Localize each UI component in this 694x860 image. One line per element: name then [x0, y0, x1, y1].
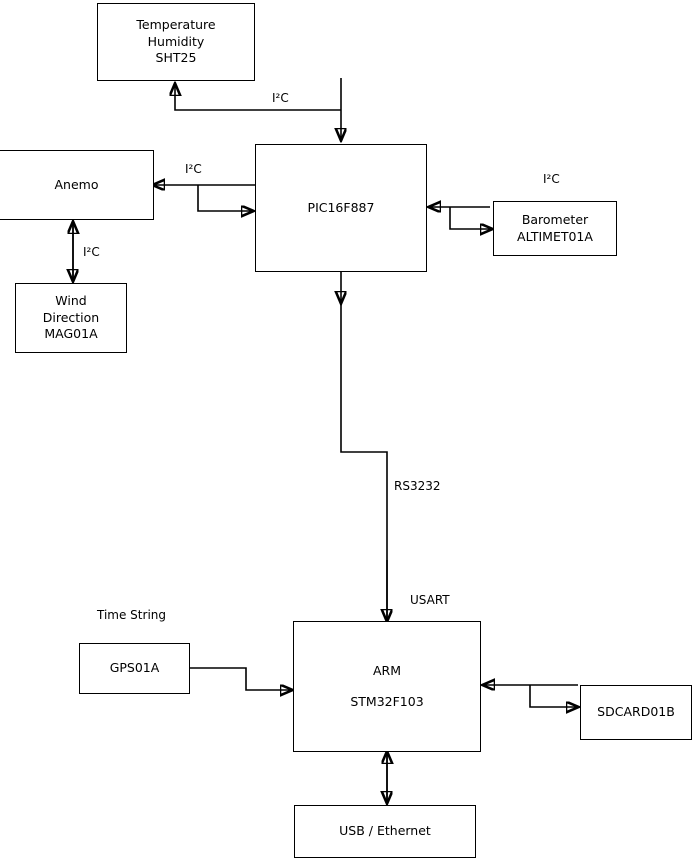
- wire-anemo-to-pic: [198, 185, 253, 211]
- edge-label-time-string: Time String: [97, 608, 166, 622]
- node-label-line: Wind: [55, 292, 87, 308]
- node-label-line: Humidity: [147, 33, 205, 49]
- node-temperature-humidity-sht25[interactable]: [97, 3, 255, 81]
- node-label-line: GPS01A: [109, 660, 160, 676]
- node-barometer-altimet01a[interactable]: [493, 201, 617, 256]
- node-pic16f887[interactable]: [255, 144, 427, 272]
- node-label-line: MAG01A: [44, 326, 98, 342]
- node-label-line: SHT25: [155, 50, 197, 66]
- node-label-line: PIC16F887: [307, 199, 375, 215]
- node-label-line: Anemo: [54, 176, 99, 192]
- node-label-line: Barometer: [521, 211, 589, 227]
- edge-label-sht25-i2c: I²C: [272, 91, 289, 105]
- node-arm-stm32f103[interactable]: [293, 621, 481, 752]
- wire-gps-to-arm: [190, 668, 292, 690]
- node-gps01a[interactable]: [79, 643, 190, 694]
- node-anemo[interactable]: [0, 150, 154, 220]
- node-label-line: ARM: [372, 662, 402, 678]
- edge-label-anemo-i2c: I²C: [185, 162, 202, 176]
- wire-sht25-up: [175, 84, 341, 110]
- node-label-line: STM32F103: [350, 693, 424, 709]
- node-label-line: Temperature: [136, 16, 216, 32]
- edge-label-mag01a-i2c: I²C: [83, 245, 100, 259]
- wire-pic-to-barometer: [450, 207, 492, 229]
- edge-label-usart: USART: [410, 593, 450, 607]
- node-sdcard01b[interactable]: [580, 685, 692, 740]
- edge-label-barometer-i2c: I²C: [543, 172, 560, 186]
- node-label-line: USB / Ethernet: [339, 823, 431, 839]
- node-usb-ethernet[interactable]: [294, 805, 476, 858]
- node-wind-direction-mag01a[interactable]: [15, 283, 127, 353]
- wire-arm-to-sdcard: [530, 685, 578, 707]
- edge-label-rs3232: RS3232: [394, 479, 441, 493]
- node-label-line: SDCARD01B: [597, 704, 675, 720]
- node-label-line: ALTIMET01A: [517, 228, 593, 244]
- wire-rs3232-trunk: [341, 303, 387, 621]
- node-label-line: Direction: [42, 309, 100, 325]
